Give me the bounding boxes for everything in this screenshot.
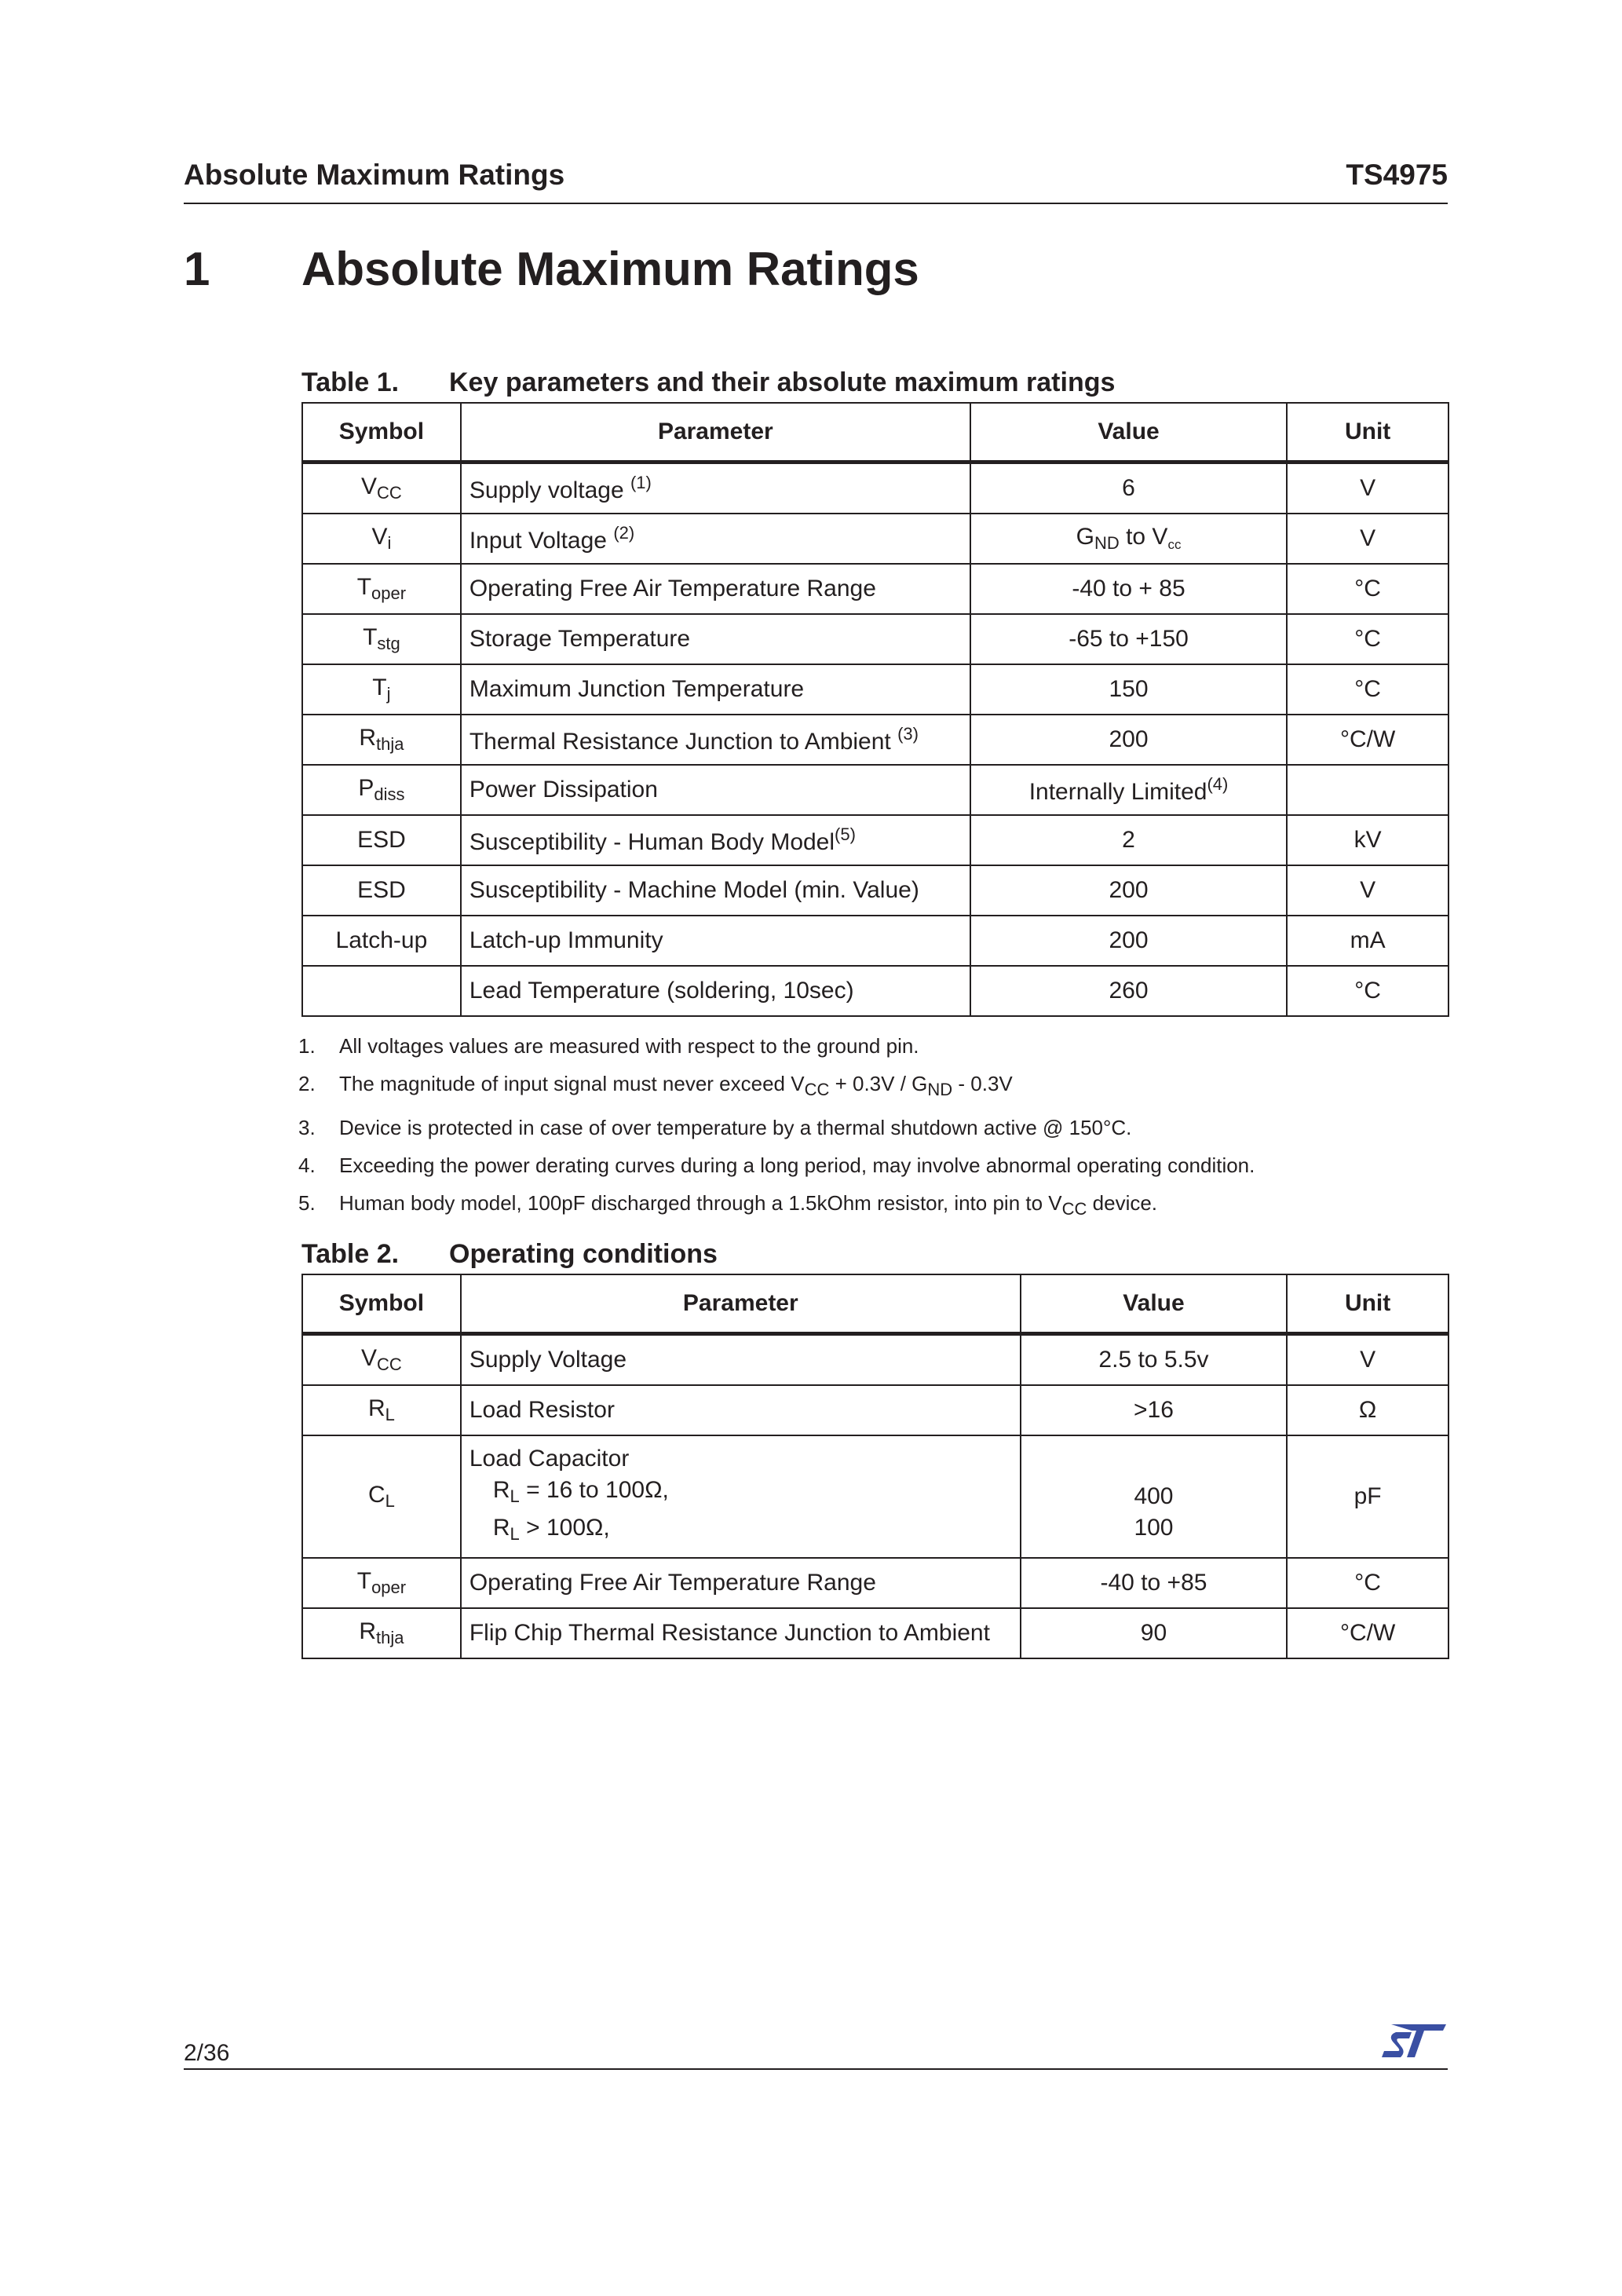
- table2-col-unit: Unit: [1287, 1274, 1448, 1334]
- parameter-cell: Maximum Junction Temperature: [461, 664, 970, 715]
- parameter-cell: Power Dissipation: [461, 765, 970, 815]
- table1-label: Table 1.: [301, 367, 400, 397]
- footnote: 1. All voltages values are measured with respect to the ground pin.: [298, 1034, 919, 1058]
- unit-cell: °C/W: [1287, 1608, 1448, 1658]
- parameter-cell: Susceptibility - Human Body Model$^{(5)}$: [461, 815, 970, 865]
- symbol-cell: $T_j$: [302, 664, 461, 715]
- table-row: [302, 514, 1448, 564]
- table1-col-value: Value: [970, 403, 1287, 462]
- table-row: [302, 1334, 1448, 1386]
- table-row: [302, 865, 1448, 916]
- value-cell: 6: [970, 462, 1287, 514]
- table1-notes: [298, 1027, 1255, 1228]
- table1-col-unit: Unit: [1287, 403, 1448, 462]
- unit-cell: V: [1287, 514, 1448, 564]
- section-number: 1: [184, 243, 210, 295]
- footnote: 2. The magnitude of input signal must never exceed $V_{CC} + 0.3V / G_{ND} - 0.3V$: [298, 1072, 1013, 1099]
- table-row: [302, 1558, 1448, 1608]
- parameter-cell: Load Capacitor $R_L = 16$ to 100Ω, $R_L > 100\Omega$,: [461, 1435, 1021, 1558]
- symbol-cell: $V_i$: [302, 514, 461, 564]
- parameter-cell: Storage Temperature: [461, 614, 970, 664]
- value-cell: 150: [970, 664, 1287, 715]
- symbol-cell: Latch-up: [302, 916, 461, 966]
- unit-cell: °C: [1287, 1558, 1448, 1608]
- value-cell: 200: [970, 865, 1287, 916]
- footnote: 4. Exceeding the power derating curves during a long period, may involve abnormal operating condition.: [298, 1153, 1255, 1177]
- symbol-cell: $C_L$: [302, 1435, 461, 1558]
- table-row: [302, 815, 1448, 865]
- table1-title: Key parameters and their absolute maximum ratings: [449, 367, 1116, 397]
- unit-cell: V: [1287, 1334, 1448, 1386]
- value-cell: 2: [970, 815, 1287, 865]
- parameter-cell: Flip Chip Thermal Resistance Junction to Ambient: [461, 1608, 1021, 1658]
- parameter-cell: Operating Free Air Temperature Range: [461, 1558, 1021, 1608]
- table2-title: Operating conditions: [449, 1239, 718, 1269]
- table-row: [302, 916, 1448, 966]
- parameter-cell: Lead Temperature (soldering, 10sec): [461, 966, 970, 1016]
- symbol-cell: ESD: [302, 815, 461, 865]
- running-header-part: TS4975: [1346, 159, 1448, 191]
- table-row: [302, 1608, 1448, 1658]
- symbol-cell: $T_{oper}$: [302, 1558, 461, 1608]
- unit-cell: °C: [1287, 966, 1448, 1016]
- unit-cell: [1287, 765, 1448, 815]
- table1: [301, 402, 1449, 1017]
- parameter-cell: Thermal Resistance Junction to Ambient $^{(3)}$: [461, 715, 970, 765]
- unit-cell: °C/W: [1287, 715, 1448, 765]
- unit-cell: °C: [1287, 614, 1448, 664]
- footnote: 5. Human body model, 100pF discharged through a 1.5kOhm resistor, into pin to $V_{CC}$ device.: [298, 1191, 1158, 1219]
- symbol-cell: $V_{CC}$: [302, 462, 461, 514]
- running-header-title: Absolute Maximum Ratings: [184, 159, 565, 191]
- value-cell: -40 to + 85: [970, 564, 1287, 614]
- table-row: [302, 564, 1448, 614]
- symbol-cell: [302, 966, 461, 1016]
- parameter-cell: Operating Free Air Temperature Range: [461, 564, 970, 614]
- table2-label: Table 2.: [301, 1239, 400, 1269]
- st-logo-icon: [1380, 2021, 1448, 2060]
- parameter-cell: Supply voltage $^{(1)}$: [461, 462, 970, 514]
- symbol-cell: $R_L$: [302, 1385, 461, 1435]
- value-cell: 260: [970, 966, 1287, 1016]
- table1-col-symbol: Symbol: [302, 403, 461, 462]
- table1-col-parameter: Parameter: [461, 403, 970, 462]
- table-row: [302, 1435, 1448, 1558]
- table-row: [302, 966, 1448, 1016]
- table-row: [302, 765, 1448, 815]
- value-cell: 90: [1021, 1608, 1287, 1658]
- table2-caption: [301, 1239, 718, 1270]
- parameter-cell: Input Voltage $^{(2)}$: [461, 514, 970, 564]
- table-row: [302, 664, 1448, 715]
- value-cell: $G_{ND}$ to $V_{cc}$: [970, 514, 1287, 564]
- value-cell: >16: [1021, 1385, 1287, 1435]
- parameter-cell: Susceptibility - Machine Model (min. Value): [461, 865, 970, 916]
- unit-cell: kV: [1287, 815, 1448, 865]
- parameter-cell: Latch-up Immunity: [461, 916, 970, 966]
- value-cell: -40 to +85: [1021, 1558, 1287, 1608]
- unit-cell: V: [1287, 462, 1448, 514]
- table2: [301, 1274, 1449, 1659]
- table2-col-value: Value: [1021, 1274, 1287, 1334]
- table1-header-row: [302, 403, 1448, 462]
- value-cell: 400 100: [1021, 1435, 1287, 1558]
- symbol-cell: $V_{CC}$: [302, 1334, 461, 1386]
- unit-cell: mA: [1287, 916, 1448, 966]
- value-cell: 200: [970, 715, 1287, 765]
- value-cell: Internally Limited$^{(4)}$: [970, 765, 1287, 815]
- symbol-cell: $T_{oper}$: [302, 564, 461, 614]
- unit-cell: °C: [1287, 564, 1448, 614]
- unit-cell: pF: [1287, 1435, 1448, 1558]
- parameter-cell: Supply Voltage: [461, 1334, 1021, 1386]
- table-row: [302, 1385, 1448, 1435]
- parameter-cell: Load Resistor: [461, 1385, 1021, 1435]
- table1-caption: [301, 367, 1115, 398]
- table2-col-parameter: Parameter: [461, 1274, 1021, 1334]
- header-rule: [184, 203, 1448, 204]
- page-number: 2/36: [184, 2040, 230, 2066]
- symbol-cell: $P_{diss}$: [302, 765, 461, 815]
- table-row: [302, 462, 1448, 514]
- table2-header-row: [302, 1274, 1448, 1334]
- unit-cell: V: [1287, 865, 1448, 916]
- table-row: [302, 715, 1448, 765]
- table-row: [302, 614, 1448, 664]
- footer-rule: [184, 2068, 1448, 2070]
- value-cell: 200: [970, 916, 1287, 966]
- value-cell: -65 to +150: [970, 614, 1287, 664]
- footnote: 3. Device is protected in case of over temperature by a thermal shutdown active @ 150°C.: [298, 1116, 1132, 1139]
- unit-cell: °C: [1287, 664, 1448, 715]
- symbol-cell: $R_{thja}$: [302, 715, 461, 765]
- section-title: Absolute Maximum Ratings: [301, 243, 919, 295]
- symbol-cell: ESD: [302, 865, 461, 916]
- symbol-cell: $R_{thja}$: [302, 1608, 461, 1658]
- symbol-cell: $T_{stg}$: [302, 614, 461, 664]
- unit-cell: Ω: [1287, 1385, 1448, 1435]
- table2-col-symbol: Symbol: [302, 1274, 461, 1334]
- value-cell: 2.5 to 5.5v: [1021, 1334, 1287, 1386]
